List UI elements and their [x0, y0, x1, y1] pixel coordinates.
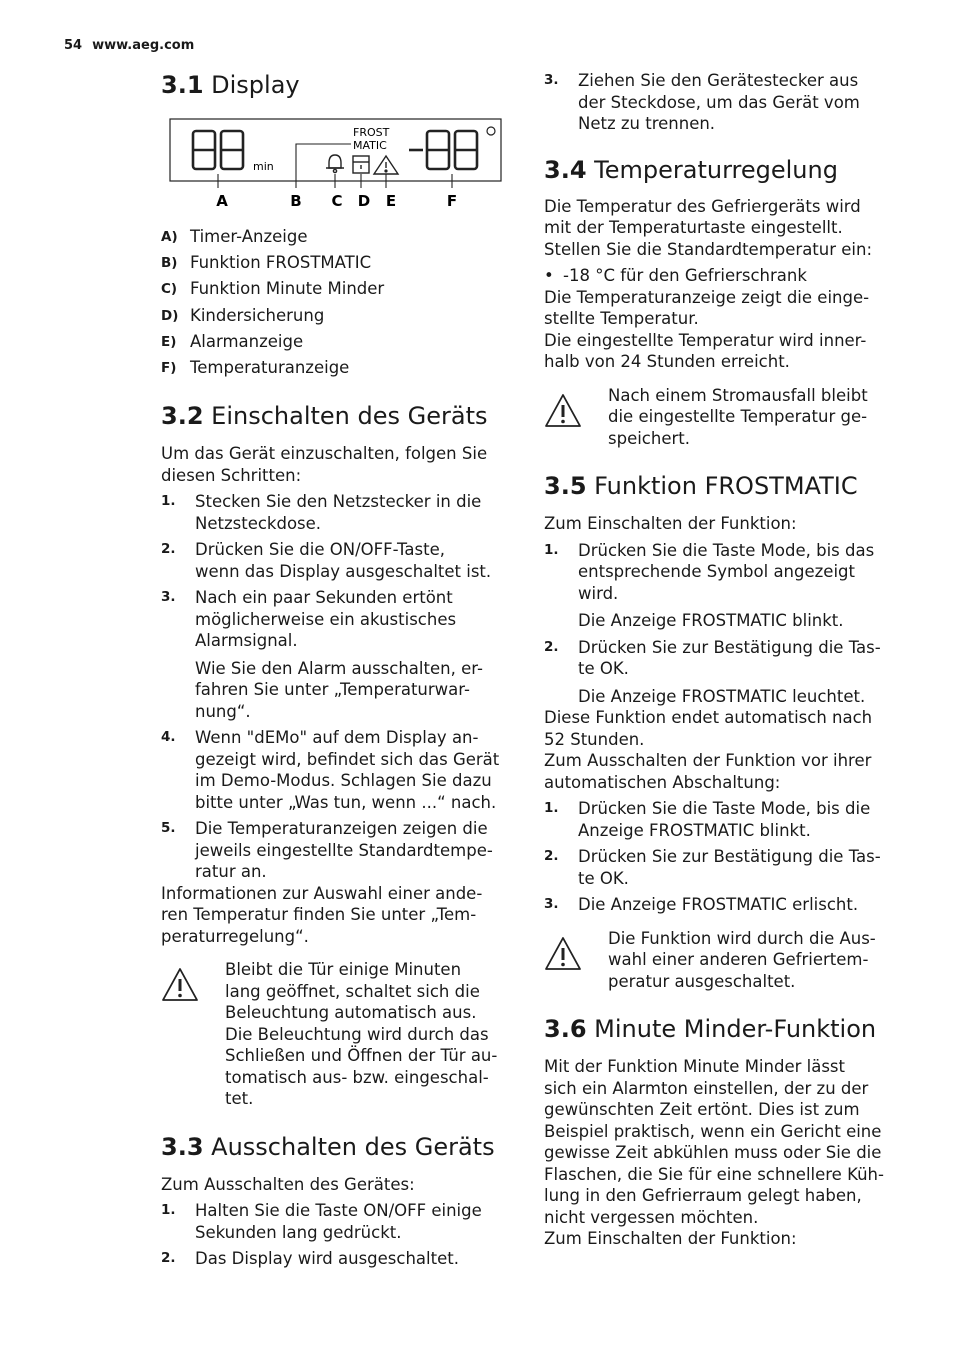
callout-letters [216, 192, 457, 210]
step-item: 1. Halten Sie die Taste ON/OFF einige Sekunden lang gedrückt. [161, 1201, 482, 1242]
heading-3-5: 3.5 Funktion FROSTMATIC [544, 472, 858, 500]
heading-3-6: 3.6 Minute Minder-Funktion [544, 1015, 877, 1043]
right-column [544, 70, 899, 1250]
s36-body: Mit der Funktion Minute Minder lässt sich ein Alarmton einstellen, der zu der gewünschten Zeit ertönt. Dies ist zum Beispiel praktisch, wenn ein Gericht eine gewisse Zeit abkühlen muss oder Sie die Flaschen, die Sie für eine schnellere Küh- lung in den Gefrierraum gelegt haben, nicht vergessen möchten. Zum Einschalten der Funktion: [544, 1057, 884, 1248]
warning-icon [161, 967, 199, 1003]
step-item: 3. Die Anzeige FROSTMATIC erlischt. [544, 895, 859, 914]
alarm-icon [374, 156, 398, 174]
warning-box: Die Funktion wird durch die Aus- wahl einer anderen Gefriertem- peratur ausgeschaltet. [544, 928, 899, 993]
heading-3-2: 3.2 Einschalten des Geräts [161, 402, 488, 431]
warning-icon [544, 936, 582, 972]
heading-3-1: 3.1 Display [161, 71, 300, 99]
s35-mid: Diese Funktion endet automatisch nach 52 Stunden. Zum Ausschalten der Funktion vor ihrer automatischen Abschaltung: [544, 708, 873, 792]
legend-item: F) Temperaturanzeige [161, 358, 350, 378]
timer-digits [193, 131, 243, 169]
legend-item: D) Kindersicherung [161, 305, 325, 325]
callout-a: A [216, 192, 228, 210]
warning-icon [544, 393, 582, 429]
s34-after: Die Temperaturanzeige zeigt die einge- stellte Temperatur. Die eingestellte Temperatur wird inner- halb von 24 Stunden erreicht. [544, 287, 870, 371]
callout-b: B [290, 192, 302, 210]
step-item: 3. Nach ein paar Sekunden ertönt möglicherweise ein akustisches Alarmsignal. [161, 588, 457, 651]
callout-d: D [357, 192, 371, 210]
bell-icon [326, 155, 344, 173]
step-note: Wie Sie den Alarm ausschalten, er- fahren Sie unter „Temperaturwar- nung“. [195, 658, 483, 721]
warning-box: Bleibt die Tür einige Minuten lang geöffnet, schaltet sich die Beleuchtung automatisch aus. Die Beleuchtung wird durch das Schließen und Öffnen der Tür au- tomatisch aus- bzw. eingeschal- tet. [161, 959, 516, 1110]
matic-label: MATIC [353, 139, 387, 152]
s32-intro: Um das Gerät einzuschalten, folgen Sie diesen Schritten: [161, 444, 488, 485]
legend-list [161, 224, 516, 381]
min-label: min [253, 160, 274, 173]
step-item: 2. Drücken Sie die ON/OFF-Taste, wenn das Display ausgeschaltet ist. [161, 540, 492, 581]
s34-intro: Die Temperatur des Gefriergeräts wird mit der Temperaturtaste eingestellt. Stellen Sie die Standardtemperatur ein: [544, 196, 873, 259]
step-item: 3. Ziehen Sie den Gerätestecker aus der Steckdose, um das Gerät vom Netz zu trennen. [544, 71, 860, 133]
s32-after: Informationen zur Auswahl einer ande- ren Temperatur finden Sie unter „Tem- peraturregelung“. [161, 883, 483, 946]
step-item: 2. Drücken Sie zur Bestätigung die Tas- te OK. [544, 637, 881, 678]
legend-item: E) Alarmanzeige [161, 331, 304, 351]
s35-intro: Zum Einschalten der Funktion: [544, 514, 797, 533]
callout-e: E [385, 192, 397, 210]
display-diagram [169, 118, 514, 214]
legend-item: C) Funktion Minute Minder [161, 279, 385, 299]
header-url: www.aeg.com [92, 38, 195, 53]
step-item: 1. Stecken Sie den Netzstecker in die Netzsteckdose. [161, 492, 482, 533]
degree-icon [487, 127, 495, 135]
heading-3-4: 3.4 Temperaturregelung [544, 155, 838, 184]
step-item: 1. Drücken Sie die Taste Mode, bis die Anzeige FROSTMATIC blinkt. [544, 799, 871, 840]
callout-c: C [331, 192, 343, 210]
frost-label: FROST [353, 126, 390, 139]
step-item: 4. Wenn "dEMo" auf dem Display an- gezeigt wird, befindet sich das Gerät im Demo-Modus. Schlagen Sie dazu bitte unter „Was tun, wenn ...“ nach. [161, 728, 500, 812]
warning-box: Nach einem Stromausfall bleibt die eingestellte Temperatur ge- speichert. [544, 385, 899, 450]
lock-icon [353, 156, 369, 173]
left-column [161, 70, 516, 1270]
step-item: 1. Drücken Sie die Taste Mode, bis das entsprechende Symbol angezeigt wird. [544, 540, 875, 603]
step-note: Die Anzeige FROSTMATIC blinkt. [578, 611, 844, 630]
step-item: 2. Drücken Sie zur Bestätigung die Tas- te OK. [544, 847, 881, 888]
bullet-item: • -18 °C für den Gefrierschrank [544, 266, 807, 285]
page-number: 54 [64, 38, 83, 53]
page-header [64, 38, 194, 53]
temperature-digits [409, 131, 477, 169]
step-note: Die Anzeige FROSTMATIC leuchtet. [578, 686, 866, 706]
step-item: 2. Das Display wird ausgeschaltet. [161, 1249, 459, 1269]
legend-item: B) Funktion FROSTMATIC [161, 253, 372, 273]
callout-f: F [446, 192, 458, 210]
heading-3-3: 3.3 Ausschalten des Geräts [161, 1132, 495, 1161]
legend-item: A) Timer-Anzeige [161, 227, 308, 246]
s33-intro: Zum Ausschalten des Gerätes: [161, 1174, 415, 1194]
step-item: 5. Die Temperaturanzeigen zeigen die jeweils eingestellte Standardtempe- ratur an. [161, 819, 493, 882]
